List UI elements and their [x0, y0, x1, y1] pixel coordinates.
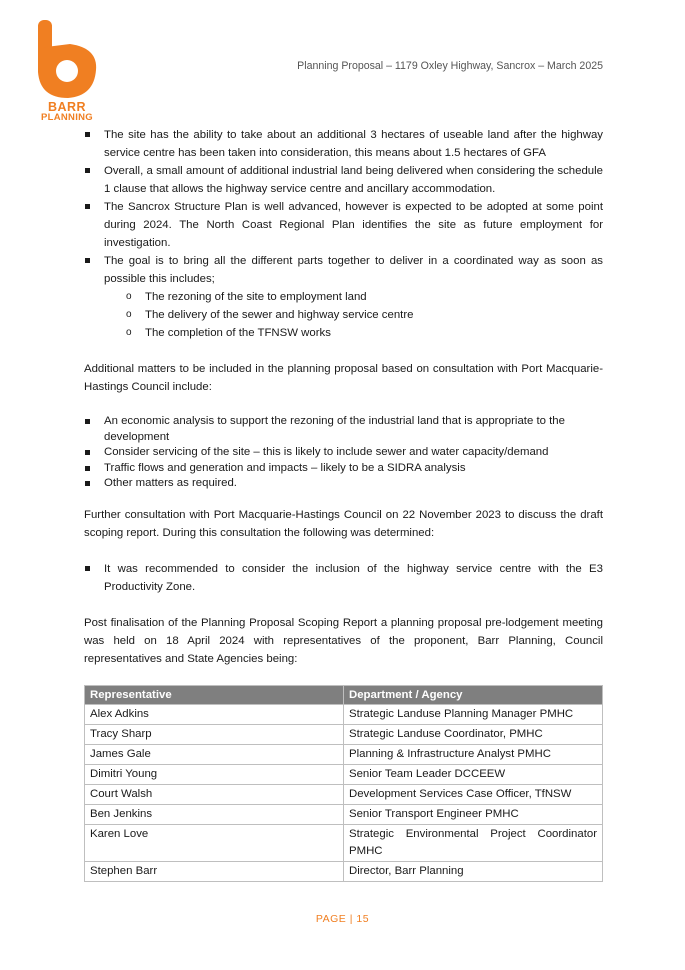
representative-cell: Karen Love — [85, 825, 344, 862]
table-row — [85, 705, 603, 725]
list-item-text: The goal is to bring all the different parts together to deliver in a coordinated way as soon as possible this includes; — [104, 255, 603, 285]
sub-bullet-list — [104, 288, 603, 342]
representative-cell: Tracy Sharp — [85, 725, 344, 745]
page-footer — [0, 913, 685, 925]
bullet-list-determined — [84, 560, 603, 596]
department-cell: Senior Transport Engineer PMHC — [344, 805, 603, 825]
representative-cell: Stephen Barr — [85, 862, 344, 882]
department-cell: Development Services Case Officer, TfNSW — [344, 785, 603, 805]
paragraph-further-consultation: Further consultation with Port Macquarie-Hastings Council on 22 November 2023 to discuss the draft scoping report. During this consultation the following was determined: — [84, 508, 603, 539]
paragraph-pre-lodgement: Post finalisation of the Planning Proposal Scoping Report a planning proposal pre-lodgement meeting was held on 18 April 2024 with representatives of the proponent, Barr Planning, Council representatives and State Agencies being: — [84, 616, 603, 665]
list-item: Consider servicing of the site – this is likely to include sewer and water capacity/demand — [84, 445, 603, 461]
page-label: PAGE — [315, 913, 347, 925]
table-row — [85, 745, 603, 765]
logo-b-icon — [34, 18, 100, 100]
representative-cell: Ben Jenkins — [85, 805, 344, 825]
representative-cell: Dimitri Young — [85, 765, 344, 785]
logo-wordmark-planning: PLANNING — [40, 112, 93, 123]
table-row — [85, 805, 603, 825]
column-header-department: Department / Agency — [344, 686, 603, 705]
table-row — [85, 825, 603, 862]
department-cell: Senior Team Leader DCCEEW — [344, 765, 603, 785]
representative-cell: Court Walsh — [85, 785, 344, 805]
list-item — [84, 252, 603, 342]
department-cell: Strategic Landuse Planning Manager PMHC — [344, 705, 603, 725]
bullet-list-top — [84, 126, 603, 342]
list-item: The site has the ability to take about an additional 3 hectares of useable land after the highway service centre has been taken into consideration, this means about 1.5 hectares of GFA — [84, 126, 603, 162]
page-header-title: Planning Proposal – 1179 Oxley Highway, Sancrox – March 2025 — [297, 60, 603, 72]
main-content — [84, 126, 603, 668]
representative-cell: Alex Adkins — [85, 705, 344, 725]
department-cell: Director, Barr Planning — [344, 862, 603, 882]
list-item: Traffic flows and generation and impacts – likely to be a SIDRA analysis — [84, 461, 603, 477]
paragraph-additional-matters: Additional matters to be included in the planning proposal based on consultation with Port Macquarie-Hastings Council include: — [84, 363, 603, 393]
sub-list-item: o The rezoning of the site to employment land — [104, 288, 603, 306]
department-cell: Planning & Infrastructure Analyst PMHC — [344, 745, 603, 765]
representatives-table — [84, 685, 603, 882]
list-item: An economic analysis to support the rezoning of the industrial land that is appropriate to the development — [84, 414, 603, 445]
list-item: It was recommended to consider the inclusion of the highway service centre with the E3 Productivity Zone. — [84, 560, 603, 596]
bullet-list-matters — [84, 414, 603, 492]
page-number: 15 — [356, 913, 370, 925]
logo-wordmark-barr: BARR — [47, 100, 87, 114]
sub-list-item: o The completion of the TFNSW works — [104, 324, 603, 342]
table-row — [85, 785, 603, 805]
department-cell: Strategic Environmental Project Coordinator PMHC — [344, 825, 603, 862]
barr-planning-logo — [34, 18, 100, 123]
list-item: Overall, a small amount of additional industrial land being delivered when considering the schedule 1 clause that allows the highway service centre and ancillary accommodation. — [84, 162, 603, 198]
department-cell: Strategic Landuse Coordinator, PMHC — [344, 725, 603, 745]
table-header-row — [85, 686, 603, 705]
table-row — [85, 862, 603, 882]
representative-cell: James Gale — [85, 745, 344, 765]
list-item: Other matters as required. — [84, 476, 603, 492]
list-item: The Sancrox Structure Plan is well advanced, however is expected to be adopted at some point during 2024. The North Coast Regional Plan identifies the site as future employment for investigation. — [84, 198, 603, 252]
table-row — [85, 765, 603, 785]
page-separator: | — [349, 913, 353, 925]
column-header-representative: Representative — [85, 686, 344, 705]
sub-list-item: o The delivery of the sewer and highway service centre — [104, 306, 603, 324]
table-row — [85, 725, 603, 745]
